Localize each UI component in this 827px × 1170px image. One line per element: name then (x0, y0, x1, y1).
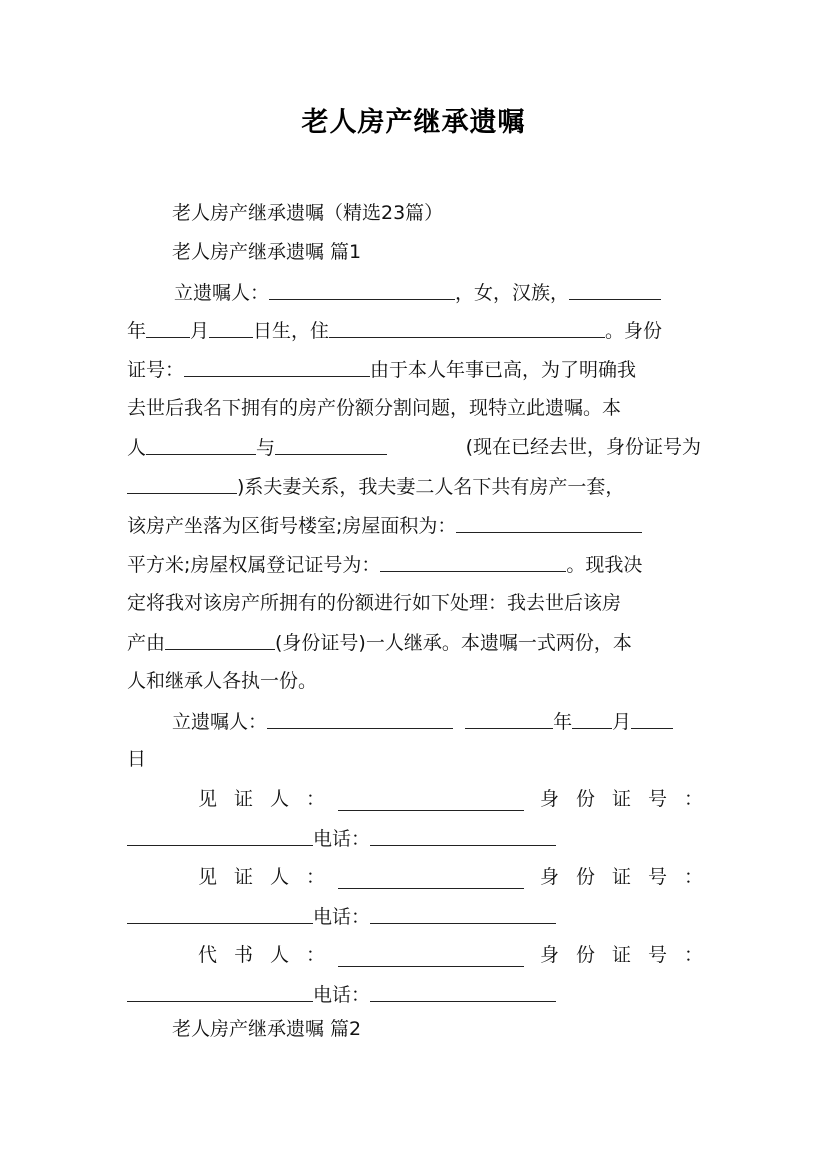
paragraph-line: 立遗嘱人： ，女，汉族， (174, 279, 661, 306)
witness-label: 见证人： (198, 866, 343, 888)
blank-line (127, 903, 313, 924)
blank-line (269, 279, 455, 300)
blank-line (127, 825, 313, 846)
blank-line (165, 629, 275, 650)
phone-line: 电话： (127, 903, 556, 930)
signature-day: 日 (127, 748, 147, 770)
paragraph-line: 人 与 (现在已经去世，身份证号为 (127, 436, 701, 459)
blank-line (465, 708, 553, 729)
blank-line (127, 473, 237, 494)
id-number-label: 身份证号： (540, 944, 721, 966)
blank-line (456, 512, 642, 533)
paragraph-line: 定将我对该房产所拥有的份额进行如下处理：我去世后该房 (127, 592, 622, 614)
section-heading-2: 老人房产继承遗嘱 篇2 (172, 1018, 362, 1040)
signature-line: 立遗嘱人： 年 月 (172, 708, 673, 735)
blank-line (146, 434, 256, 455)
paragraph-line: 平方米;房屋权属登记证号为： 。现我决 (127, 551, 642, 578)
document-title: 老人房产继承遗嘱 (301, 107, 526, 138)
blank-line (338, 868, 524, 889)
id-number-label: 身份证号： (540, 866, 721, 888)
blank-line (572, 708, 612, 729)
blank-line (370, 981, 556, 1002)
blank-line (127, 981, 313, 1002)
blank-line (370, 903, 556, 924)
paragraph-line: 产由 (身份证号)一人继承。本遗嘱一式两份，本 (127, 629, 632, 656)
paragraph-line: 去世后我名下拥有的房产份额分割问题，现特立此遗嘱。本 (127, 397, 622, 419)
blank-line (370, 825, 556, 846)
section-heading-1: 老人房产继承遗嘱 篇1 (172, 241, 362, 263)
phone-line: 电话： (127, 825, 556, 852)
blank-line (146, 317, 190, 338)
paragraph-line: 人和继承人各执一份。 (127, 670, 318, 692)
subtitle: 老人房产继承遗嘱（精选23篇） (172, 202, 444, 224)
blank-line (631, 708, 673, 729)
id-number-label: 身份证号： (540, 788, 721, 810)
blank-line (338, 790, 524, 811)
blank-line (267, 708, 453, 729)
blank-line (380, 551, 566, 572)
paragraph-line: 年 月 日生，住 。身份 (127, 317, 662, 344)
blank-line (275, 434, 387, 455)
blank-line (184, 356, 370, 377)
witness-label: 见证人： (198, 788, 343, 810)
blank-line (329, 317, 605, 338)
phone-line: 电话： (127, 981, 556, 1008)
scribe-label: 代书人： (198, 944, 343, 966)
blank-line (569, 279, 661, 300)
paragraph-line: 该房产坐落为区街号楼室;房屋面积为： (127, 512, 642, 539)
paragraph-line: )系夫妻关系，我夫妻二人名下共有房产一套， (127, 473, 624, 500)
paragraph-line: 证号： 由于本人年事已高，为了明确我 (127, 356, 636, 383)
blank-line (209, 317, 253, 338)
blank-line (338, 946, 524, 967)
